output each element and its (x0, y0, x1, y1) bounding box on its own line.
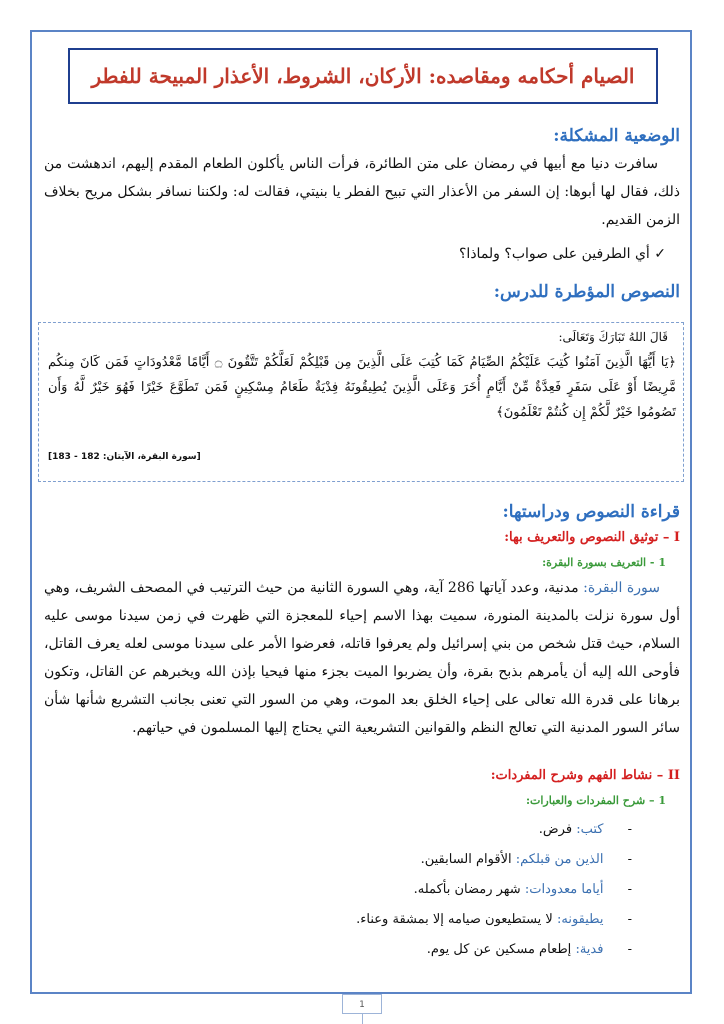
bullet: - (627, 882, 632, 897)
section1-heading: I – توثيق النصوص والتعريف بها: (504, 530, 680, 545)
vocab-item (427, 938, 632, 962)
page-number-tick (362, 1014, 363, 1024)
vocab-def: شهر رمضان بأكمله. (413, 882, 521, 897)
situation-heading: الوضعية المشكلة: (553, 126, 680, 146)
texts-heading: النصوص المؤطرة للدرس: (493, 282, 680, 302)
bullet: - (627, 852, 632, 867)
vocab-term: كتب: (576, 822, 604, 837)
verse-text: ﴿يَا أَيُّهَا الَّذِينَ آمَنُوا كُتِبَ عَلَيْكُمُ الصِّيَامُ كَمَا كُتِبَ عَلَى الَّذِينَ مِن قَبْلِكُمْ لَعَلَّكُمْ تَتَّقُونَ ۝ أَيَّامًا مَّعْدُودَاتٍ فَمَن كَانَ مِنكُم مَّرِيضًا أَوْ عَلَى سَفَرٍ فَعِدَّةٌ مِّنْ أَيَّامٍ أُخَرَ وَعَلَى الَّذِينَ يُطِيقُونَهُ فِدْيَةٌ طَعَامُ مِسْكِينٍ فَمَن تَطَوَّعَ خَيْرًا فَهُوَ خَيْرٌ لَّهُ وَأَن تَصُومُوا خَيْرٌ لَّكُمْ إِن كُنتُمْ تَعْلَمُونَ﴾ (48, 355, 676, 420)
vocab-term: يطيقونه: (556, 912, 604, 927)
vocab-def: إطعام مسكين عن كل يوم. (426, 942, 572, 957)
page-number: 1 (342, 994, 382, 1014)
verse-intro: قَالَ اللهُ تَبَارَكَ وَتَعَالَى: (558, 330, 668, 344)
vocab-term: فدية: (575, 942, 604, 957)
vocab-term: أياما معدودات: (524, 882, 604, 897)
vocab-term: الذين من قبلكم: (515, 852, 604, 867)
situation-question: ✓ أي الطرفين على صواب؟ ولماذا؟ (459, 246, 666, 262)
situation-paragraph: سافرت دنيا مع أبيها في رمضان على متن الطائرة، فرأت الناس يأكلون الطعام المقدم إليهم، اندهشت من ذلك، فقال لها أبوها: إن السفر من الأعذار التي تبيح الفطر يا بنيتي، فقالت له: ولكننا نسافر بشكل مريح بخلاف الزمن القديم. (44, 156, 680, 228)
verse-reference: [سورة البقرة، الآيتان: 182 - 183] (48, 452, 201, 462)
vocab-item (539, 818, 632, 842)
bullet: - (627, 942, 632, 957)
vocab-def: لا يستطيعون صيامه إلا بمشقة وعناء. (356, 912, 553, 927)
surah-paragraph (44, 574, 680, 742)
vocab-item (414, 878, 632, 902)
page-title: الصيام أحكامه ومقاصده: الأركان، الشروط، الأعذار المبيحة للفطر (91, 64, 635, 88)
vocab-item (421, 848, 632, 872)
vocab-def: فرض. (538, 822, 573, 837)
title-box (68, 48, 658, 104)
section2-heading: II – نشاط الفهم وشرح المفردات: (490, 768, 680, 783)
surah-term: سورة البقرة: (583, 580, 660, 596)
bullet: - (627, 912, 632, 927)
reading-heading: قراءة النصوص ودراستها: (502, 502, 680, 522)
bullet: - (627, 822, 632, 837)
sub1-heading: 1 - التعريف بسورة البقرة: (542, 556, 666, 569)
vocab-def: الأقوام السابقين. (420, 852, 512, 867)
sub2-heading: 1 – شرح المفردات والعبارات: (525, 794, 666, 807)
vocab-item (356, 908, 632, 932)
surah-text: مدنية، وعدد آياتها 286 آية، وهي السورة الثانية من حيث الترتيب في المصحف الشريف، وهي أول سورة نزلت بالمدينة المنورة، سميت بهذا الاسم إحياء للمعجزة التي ظهرت في زمن سيدنا موسى عليه السلام، حيث قتل شخص من بني إسرائيل ولم يعرفوا قاتله، فعرضوا الأمر على سيدنا موسى لعله يعرف القاتل، فأوحى الله إليه أن يأمرهم بذبح بقرة، وأن يضربوا الميت بجزء منها فيحيا بإذن الله ويخبرهم عن القاتل، وتكون برهانا على قدرة الله تعالى على إحياء الخلق بعد الموت، وهي من السور التي تعنى بجانب التشريع شأنها شأن سائر السور المدنية التي تعالج النظم والقوانين التشريعية التي يحتاج إليها المسلمون في حياتهم. (44, 580, 680, 736)
